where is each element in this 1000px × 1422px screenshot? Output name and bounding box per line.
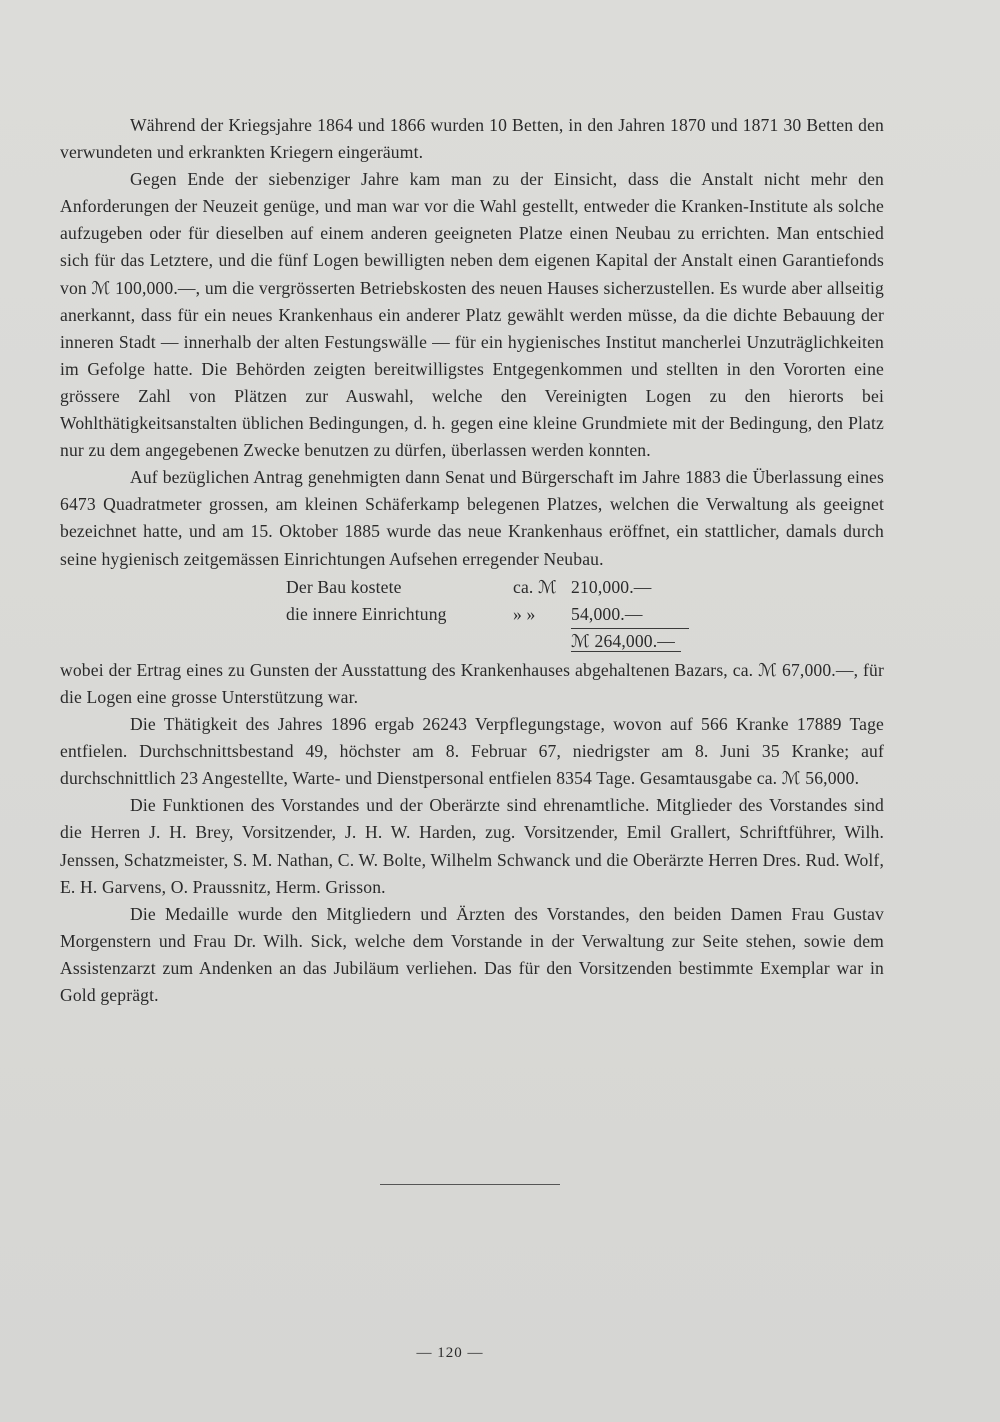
paragraph-bazar: wobei der Ertrag eines zu Gunsten der Ausstattung des Krankenhauses abgehaltenen Bazars, ca. ℳ 67,000.—, für die Logen eine grosse Unterstützung war. <box>60 659 884 707</box>
paragraph-medal: Die Medaille wurde den Mitgliedern und Ärzten des Vorstandes, den beiden Damen Frau Gustav Morgenstern und Frau Dr. Wilh. Sick, welche dem Vorstande in der Verwaltung zur Seite stehen, sowie dem Assistenzarzt zum Andenken an das Jubiläum verliehen. Das für den Vorsitzenden bestimmte Exemplar war in Gold geprägt. <box>60 903 884 1005</box>
cost-prefix: ca. ℳ <box>513 576 557 597</box>
paragraph-new-building: Gegen Ende der siebenziger Jahre kam man zu der Einsicht, dass die Anstalt nicht mehr den Anforderungen der Neuzeit genüge, und man war vor die Wahl gestellt, entweder die Kranken-Institute als solche aufzugeben oder für dieselben auf einem anderen geeigneten Platze einen Neubau zu errichten. Man entschied sich für das Letztere, und die fünf Logen bewilligten neben dem eigenen Kapital der Anstalt einen Garantiefonds von ℳ 100,000.—, um die vergrösserten Betriebskosten des neuen Hauses sicherzustellen. Es wurde aber allseitig anerkannt, dass für ein neues Krankenhaus ein anderer Platz gewählt werden müsse, da die dichte Bebauung der inneren Stadt — innerhalb der alten Festungswälle — für ein hygienisches Institut mancherlei Unzuträglichkeiten im Gefolge hatte. Die Behörden zeigten bereitwilligstes Entgegenkommen und stellten in den Vororten eine grössere Zahl von Plätzen zur Auswahl, welche den Vereinigten Logen zu den hierorts bei Wohlthätigkeitsanstalten üblichen Bedingungen, d. h. gegen eine kleine Grundmiete mit der Bedingung, den Platz nur zu dem angegebenen Zwecke benutzen zu dürfen, überlassen werden konnten. <box>60 169 884 461</box>
body-text <box>60 112 884 1009</box>
cost-total: ℳ 264,000.— <box>571 631 681 652</box>
cost-row <box>60 574 884 601</box>
section-divider <box>380 1184 560 1185</box>
paragraph-statistics: Die Thätigkeit des Jahres 1896 ergab 26243 Verpflegungstage, wovon auf 566 Kranke 17889 Tage entfielen. Durchschnittsbestand 49, höchster am 8. Februar 67, niedrigster am 8. Juni 35 Kranke; auf durchschnittlich 23 Angestellte, Warte- und Dienstpersonal entfielen 8354 Tage. Gesamtausgabe ca. ℳ 56,000. <box>60 714 884 789</box>
cost-prefix: » » <box>513 603 536 624</box>
cost-amount: 210,000.— <box>571 576 652 597</box>
cost-amount: 54,000.— <box>571 601 689 629</box>
cost-label: Der Bau kostete <box>286 576 402 597</box>
paragraph-war-years: Während der Kriegsjahre 1864 und 1866 wurden 10 Betten, in den Jahren 1870 und 1871 30 Betten den verwundeten und erkrankten Kriegern eingeräumt. <box>60 115 884 163</box>
page-number: — 120 — <box>416 1345 484 1361</box>
paragraph-board: Die Funktionen des Vorstandes und der Oberärzte sind ehrenamtliche. Mitglieder des Vorstandes sind die Herren J. H. Brey, Vorsitzender, J. H. W. Harden, zug. Vorsitzender, Emil Grallert, Schriftführer, Wilh. Jenssen, Schatzmeister, S. M. Nathan, C. W. Bolte, Wilhelm Schwanck und die Oberärzte Herren Dres. Rud. Wolf, E. H. Garvens, O. Praussnitz, Herm. Grisson. <box>60 795 884 897</box>
cost-label: die innere Einrichtung <box>286 603 447 624</box>
paragraph-approval: Auf bezüglichen Antrag genehmigten dann Senat und Bürgerschaft im Jahre 1883 die Überlassung eines 6473 Quadratmeter grossen, am kleinen Schäferkamp belegenen Platzes, welchen die Verwaltung als geeignet bezeichnet hatte, und am 15. Oktober 1885 wurde das neue Krankenhaus eröffnet, ein stattlicher, damals durch seine hygienisch zeitgemässen Einrichtungen Aufsehen erregender Neubau. <box>60 467 884 569</box>
cost-total-row <box>60 628 884 655</box>
cost-table <box>60 574 884 655</box>
cost-row <box>60 601 884 628</box>
